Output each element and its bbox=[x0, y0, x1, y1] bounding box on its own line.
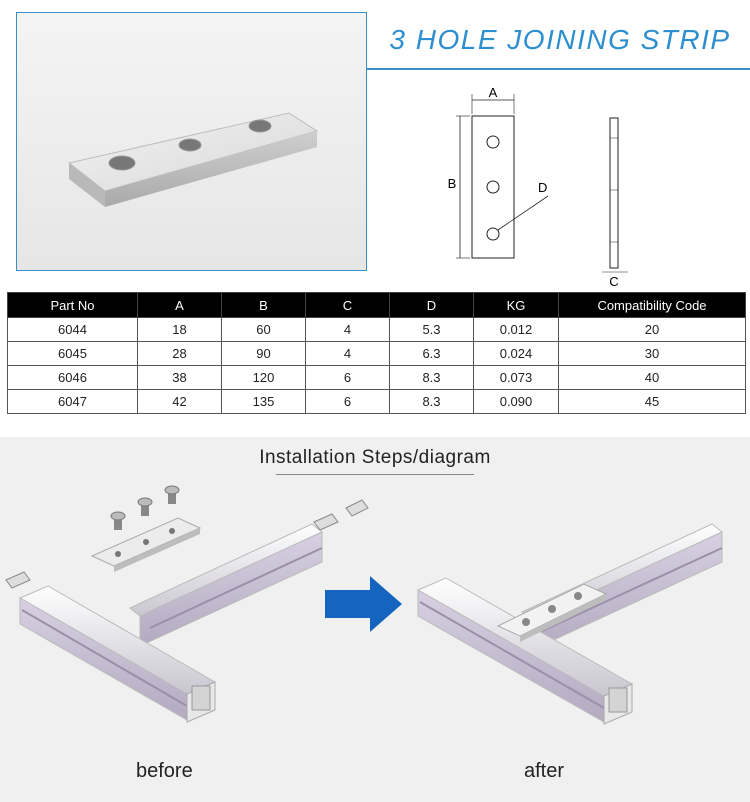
before-assembly bbox=[6, 486, 368, 722]
col-header-a: A bbox=[138, 293, 222, 318]
cell-a: 42 bbox=[138, 390, 222, 414]
cell-b: 120 bbox=[222, 366, 306, 390]
cell-d: 8.3 bbox=[390, 366, 474, 390]
cell-a: 18 bbox=[138, 318, 222, 342]
cell-compatibility: 45 bbox=[559, 390, 746, 414]
col-header-kg: KG bbox=[474, 293, 559, 318]
table-row bbox=[8, 366, 746, 390]
before-label: before bbox=[136, 760, 193, 782]
cell-b: 90 bbox=[222, 342, 306, 366]
cell-b: 60 bbox=[222, 318, 306, 342]
dim-label-d: D bbox=[538, 180, 548, 195]
installation-title-underline bbox=[276, 474, 474, 475]
cell-kg: 0.012 bbox=[474, 318, 559, 342]
cell-compatibility: 20 bbox=[559, 318, 746, 342]
installation-title: Installation Steps/diagram bbox=[259, 447, 491, 468]
cell-c: 6 bbox=[306, 390, 390, 414]
table-header-row bbox=[8, 293, 746, 318]
arrow-right-icon bbox=[325, 576, 402, 632]
cell-part-no: 6047 bbox=[8, 390, 138, 414]
cell-part-no: 6044 bbox=[8, 318, 138, 342]
dim-label-b: B bbox=[447, 176, 457, 191]
cell-part-no: 6045 bbox=[8, 342, 138, 366]
cell-compatibility: 40 bbox=[559, 366, 746, 390]
cell-part-no: 6046 bbox=[8, 366, 138, 390]
after-label: after bbox=[524, 760, 565, 782]
cell-kg: 0.024 bbox=[474, 342, 559, 366]
title-underline bbox=[367, 68, 750, 70]
col-header-compatibility: Compatibility Code bbox=[559, 293, 746, 318]
dim-label-a: A bbox=[488, 85, 498, 100]
cell-b: 135 bbox=[222, 390, 306, 414]
joining-strip-image bbox=[17, 13, 367, 271]
cell-d: 6.3 bbox=[390, 342, 474, 366]
cell-c: 6 bbox=[306, 366, 390, 390]
table-row bbox=[8, 390, 746, 414]
installation-diagram bbox=[0, 480, 750, 760]
cell-a: 38 bbox=[138, 366, 222, 390]
cell-d: 8.3 bbox=[390, 390, 474, 414]
dim-label-c: C bbox=[609, 274, 619, 289]
product-photo bbox=[16, 12, 367, 271]
cell-c: 4 bbox=[306, 342, 390, 366]
table-row bbox=[8, 318, 746, 342]
cell-a: 28 bbox=[138, 342, 222, 366]
col-header-part-no: Part No bbox=[8, 293, 138, 318]
cell-c: 4 bbox=[306, 318, 390, 342]
cell-compatibility: 30 bbox=[559, 342, 746, 366]
col-header-b: B bbox=[222, 293, 306, 318]
table-row bbox=[8, 342, 746, 366]
col-header-c: C bbox=[306, 293, 390, 318]
dimension-drawing bbox=[440, 80, 640, 290]
after-assembly bbox=[418, 524, 722, 724]
cell-kg: 0.073 bbox=[474, 366, 559, 390]
col-header-d: D bbox=[390, 293, 474, 318]
cell-kg: 0.090 bbox=[474, 390, 559, 414]
page-title: 3 HOLE JOINING STRIP bbox=[389, 24, 731, 55]
spec-table bbox=[7, 292, 746, 414]
cell-d: 5.3 bbox=[390, 318, 474, 342]
